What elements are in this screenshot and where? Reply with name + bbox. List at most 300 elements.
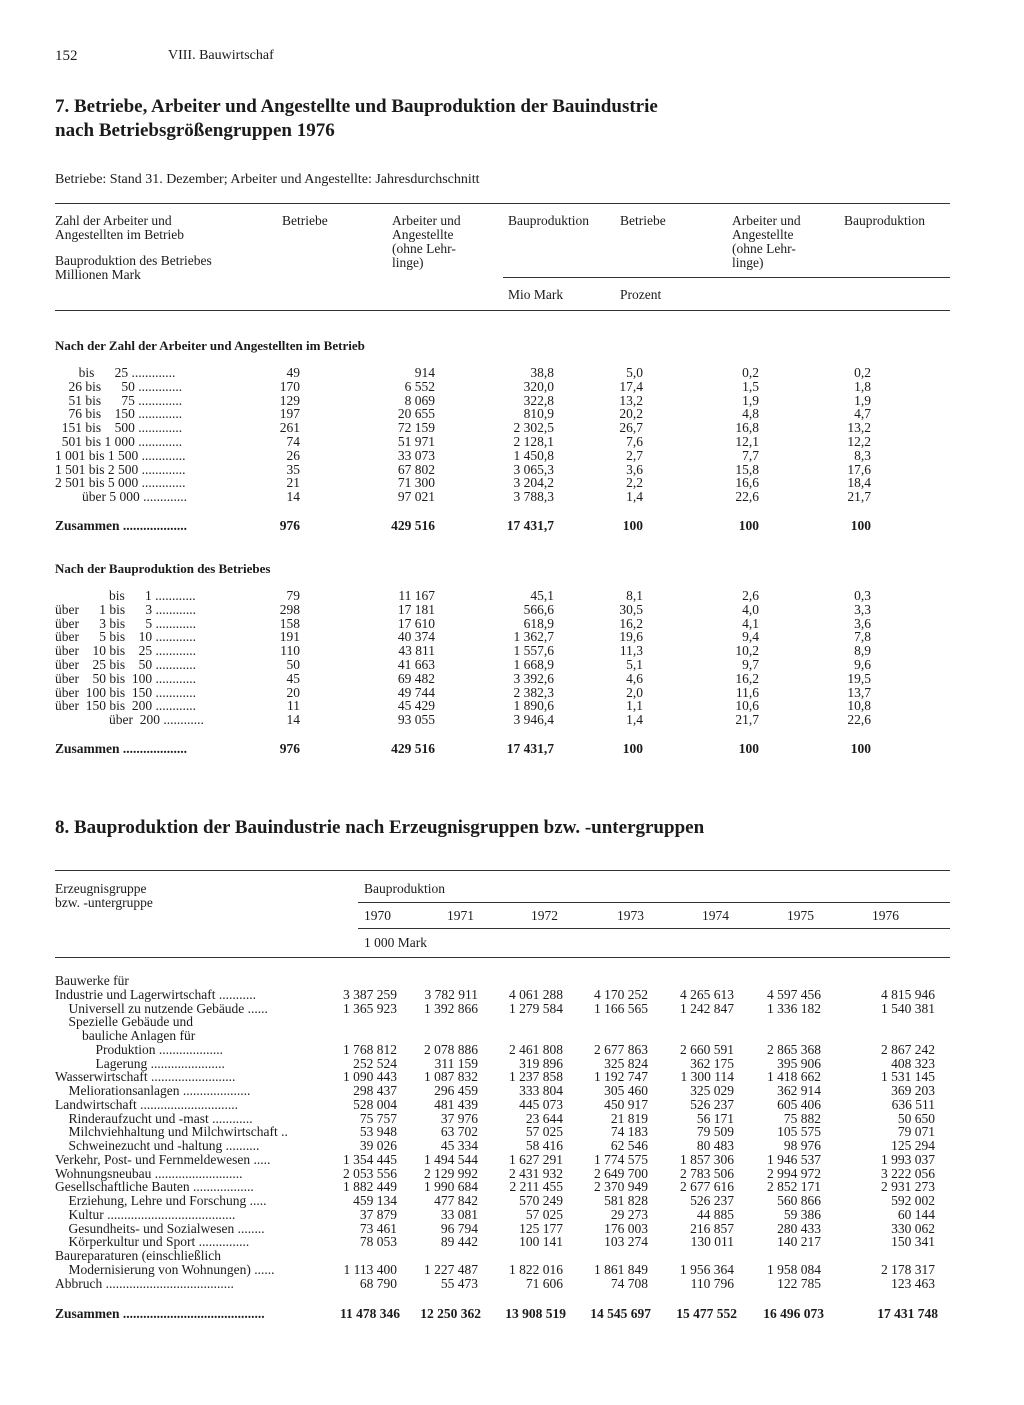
cell: 445 073 bbox=[519, 1096, 563, 1112]
row-label: über 100 bis 150 ............ bbox=[55, 684, 196, 700]
cell: 110 796 bbox=[690, 1275, 734, 1291]
row-label: Wasserwirtschaft ......................... bbox=[55, 1070, 236, 1085]
cell: 1 774 575 bbox=[594, 1151, 648, 1167]
row-label: 51 bis 75 ............. bbox=[55, 392, 183, 408]
cell: 2 660 591 bbox=[680, 1041, 734, 1057]
table-row bbox=[0, 1277, 960, 1291]
cell: 100 bbox=[738, 741, 759, 756]
row-label: Baureparaturen (einschließlich bbox=[55, 1249, 222, 1263]
table-row bbox=[55, 713, 955, 727]
cell: 15 477 552 bbox=[676, 1306, 737, 1321]
cell: 20 bbox=[286, 684, 300, 700]
cell: 1 861 849 bbox=[594, 1261, 648, 1277]
cell: 429 516 bbox=[391, 741, 435, 756]
cell: 2 302,5 bbox=[513, 420, 554, 436]
cell: 43 811 bbox=[398, 643, 435, 659]
cell: 4,1 bbox=[742, 615, 759, 631]
cell: 20,2 bbox=[619, 406, 643, 422]
stub-line2: Angestellten im Betrieb bbox=[55, 227, 184, 242]
cell: 97 021 bbox=[397, 489, 435, 505]
table-row bbox=[55, 407, 955, 421]
cell: 16,8 bbox=[735, 420, 759, 436]
table8-top-rule bbox=[55, 870, 950, 871]
cell: 5,1 bbox=[626, 657, 643, 672]
section-header: VIII. Bauwirtschaf bbox=[168, 48, 274, 63]
cell: 11 478 346 bbox=[339, 1306, 400, 1321]
cell: 5,0 bbox=[626, 365, 643, 380]
cell: 3 788,3 bbox=[513, 489, 554, 505]
table8-stub-header bbox=[55, 882, 153, 910]
row-label: Bauwerke für bbox=[55, 974, 129, 988]
cell: 325 029 bbox=[690, 1083, 734, 1098]
cell: 362 914 bbox=[777, 1083, 821, 1098]
cell: 2 931 273 bbox=[881, 1179, 935, 1195]
cell: 100 bbox=[738, 518, 759, 533]
cell: 429 516 bbox=[391, 518, 435, 533]
cell: 2 852 171 bbox=[767, 1179, 821, 1195]
cell: 12,2 bbox=[847, 434, 871, 449]
cell: 14 545 697 bbox=[590, 1306, 651, 1321]
cell: 19,5 bbox=[847, 670, 871, 686]
header-betriebe-pct: Betriebe bbox=[620, 213, 666, 228]
cell: 1 227 487 bbox=[424, 1261, 478, 1277]
cell: 123 463 bbox=[891, 1275, 935, 1291]
cell: 37 976 bbox=[440, 1110, 478, 1126]
cell: 16 496 073 bbox=[763, 1306, 824, 1321]
cell: 2,2 bbox=[626, 475, 643, 491]
cell: 125 177 bbox=[519, 1220, 563, 1236]
cell: 298 437 bbox=[353, 1083, 397, 1098]
cell: 330 062 bbox=[891, 1220, 935, 1236]
row-label: Zusammen ................... bbox=[55, 518, 188, 533]
cell: 19,6 bbox=[619, 629, 643, 645]
cell: 89 442 bbox=[440, 1234, 478, 1250]
cell: 16,6 bbox=[735, 475, 759, 491]
cell: 73 461 bbox=[359, 1220, 397, 1236]
cell: 40 374 bbox=[397, 629, 435, 645]
cell: 50 650 bbox=[897, 1110, 935, 1126]
cell: 1 890,6 bbox=[513, 698, 554, 714]
unit-mio-mark: Mio Mark bbox=[508, 287, 564, 302]
cell: 79 bbox=[286, 588, 300, 603]
cell: 2 867 242 bbox=[881, 1041, 935, 1057]
cell: 45 429 bbox=[397, 698, 435, 714]
cell: 21,7 bbox=[847, 489, 871, 505]
row-label: über 10 bis 25 ............ bbox=[55, 643, 196, 659]
cell: 14 bbox=[286, 489, 300, 505]
cell: 38,8 bbox=[530, 365, 554, 380]
table8-stub-line1: Erzeugnisgruppe bbox=[55, 881, 147, 896]
row-label: Rinderaufzucht und -mast ............ bbox=[55, 1111, 253, 1126]
table-row bbox=[0, 1263, 960, 1277]
table-row bbox=[0, 1098, 960, 1112]
cell: 58 416 bbox=[525, 1138, 563, 1153]
cell: 216 857 bbox=[690, 1220, 734, 1236]
cell: 459 134 bbox=[353, 1193, 397, 1208]
cell: 6 552 bbox=[404, 378, 435, 394]
cell: 0,2 bbox=[854, 365, 871, 380]
header-arbeiter-pct-l3: (ohne Lehr- bbox=[732, 241, 796, 256]
cell: 2 461 808 bbox=[509, 1041, 563, 1057]
cell: 1 540 381 bbox=[881, 1000, 935, 1016]
table-row bbox=[55, 658, 955, 672]
cell: 110 bbox=[280, 643, 300, 659]
table8-unit: 1 000 Mark bbox=[364, 935, 427, 950]
cell: 79 509 bbox=[696, 1124, 734, 1140]
cell: 67 802 bbox=[397, 461, 435, 477]
row-label: bis 25 ............. bbox=[55, 365, 176, 380]
row-label: 1 501 bis 2 500 ............. bbox=[55, 461, 186, 477]
cell: 72 159 bbox=[397, 420, 435, 436]
cell: 2 865 368 bbox=[767, 1041, 821, 1057]
cell: 1 450,8 bbox=[513, 447, 554, 463]
cell: 296 459 bbox=[434, 1083, 478, 1098]
header-arbeiter-l1: Arbeiter und bbox=[392, 213, 461, 228]
table-row bbox=[55, 366, 955, 380]
table8-year-rule-top bbox=[358, 902, 950, 903]
cell: 74 183 bbox=[610, 1124, 648, 1140]
cell: 1 087 832 bbox=[424, 1069, 478, 1085]
cell: 2,6 bbox=[742, 588, 759, 603]
cell: 2 382,3 bbox=[513, 684, 554, 700]
cell: 130 011 bbox=[690, 1234, 734, 1250]
cell: 20 655 bbox=[397, 406, 435, 422]
cell: 13 908 519 bbox=[505, 1306, 566, 1321]
cell: 176 003 bbox=[604, 1220, 648, 1236]
cell: 914 bbox=[414, 365, 435, 380]
cell: 8 069 bbox=[404, 392, 435, 408]
cell: 528 004 bbox=[353, 1096, 397, 1112]
header-arbeiter-l3: (ohne Lehr- bbox=[392, 241, 456, 256]
cell: 79 071 bbox=[897, 1124, 935, 1140]
cell: 191 bbox=[279, 629, 300, 645]
cell: 1 300 114 bbox=[680, 1069, 734, 1085]
cell: 100 bbox=[622, 518, 643, 533]
cell: 49 bbox=[286, 365, 300, 380]
cell: 55 473 bbox=[440, 1275, 478, 1291]
row-label: bis 1 ............ bbox=[55, 588, 196, 603]
header-bauproduktion-pct: Bauproduktion bbox=[844, 213, 925, 228]
table-row bbox=[0, 1002, 960, 1016]
cell: 2 783 506 bbox=[680, 1165, 734, 1181]
table-row bbox=[55, 435, 955, 449]
cell: 1,1 bbox=[626, 698, 643, 714]
cell: 526 237 bbox=[690, 1096, 734, 1112]
header-arbeiter-l4: linge) bbox=[392, 255, 424, 270]
table-row bbox=[55, 589, 955, 603]
table7-unit-rule bbox=[503, 277, 950, 278]
table7-top-rule bbox=[55, 203, 950, 204]
cell: 450 917 bbox=[604, 1096, 648, 1112]
table8-stub-line2: bzw. -untergruppe bbox=[55, 895, 153, 910]
cell: 105 575 bbox=[777, 1124, 821, 1140]
cell: 1 627 291 bbox=[509, 1151, 563, 1167]
table-row bbox=[0, 1249, 960, 1263]
row-label: Universell zu nutzende Gebäude ...... bbox=[55, 1001, 268, 1016]
cell: 1 365 923 bbox=[343, 1000, 397, 1016]
cell: 150 341 bbox=[891, 1234, 935, 1250]
cell: 60 144 bbox=[897, 1206, 935, 1222]
cell: 8,3 bbox=[854, 447, 871, 463]
table7-stub-header bbox=[55, 214, 212, 282]
cell: 0,3 bbox=[854, 588, 871, 603]
cell: 362 175 bbox=[690, 1055, 734, 1071]
cell: 41 663 bbox=[397, 657, 435, 672]
cell: 4 597 456 bbox=[767, 986, 821, 1002]
cell: 605 406 bbox=[777, 1096, 821, 1112]
cell: 45,1 bbox=[530, 588, 554, 603]
cell: 3 782 911 bbox=[424, 986, 478, 1002]
cell: 1 418 662 bbox=[767, 1069, 821, 1085]
cell: 810,9 bbox=[523, 406, 554, 422]
cell: 1,4 bbox=[626, 712, 643, 728]
row-label: Gesellschaftliche Bauten .................. bbox=[55, 1180, 254, 1195]
cell: 2 078 886 bbox=[424, 1041, 478, 1057]
table8-header-bottom-rule bbox=[55, 957, 950, 958]
row-label: Landwirtschaft ............................. bbox=[55, 1097, 238, 1112]
cell: 1 494 544 bbox=[424, 1151, 478, 1167]
table-row bbox=[0, 1029, 960, 1043]
cell: 15,8 bbox=[735, 461, 759, 477]
cell: 59 386 bbox=[783, 1206, 821, 1222]
cell: 4 815 946 bbox=[881, 986, 935, 1002]
cell: 1 946 537 bbox=[767, 1151, 821, 1167]
cell: 1 857 306 bbox=[680, 1151, 734, 1167]
cell: 26 bbox=[286, 447, 300, 463]
row-label: 151 bis 500 ............. bbox=[55, 420, 183, 436]
cell: 50 bbox=[286, 657, 300, 672]
stub-line3: Bauproduktion des Betriebes bbox=[55, 253, 212, 268]
cell: 1 956 364 bbox=[680, 1261, 734, 1277]
total-row bbox=[55, 519, 955, 533]
cell: 1,5 bbox=[742, 378, 759, 394]
cell: 1 958 084 bbox=[767, 1261, 821, 1277]
cell: 122 785 bbox=[777, 1275, 821, 1291]
cell: 10,6 bbox=[735, 698, 759, 714]
header-arbeiter-pct-l1: Arbeiter und bbox=[732, 213, 801, 228]
table-row bbox=[55, 490, 955, 504]
cell: 68 790 bbox=[359, 1275, 397, 1291]
cell: 170 bbox=[279, 378, 300, 394]
cell: 57 025 bbox=[525, 1206, 563, 1222]
cell: 9,7 bbox=[742, 657, 759, 672]
row-label: 2 501 bis 5 000 ............. bbox=[55, 475, 186, 491]
cell: 581 828 bbox=[604, 1193, 648, 1208]
cell: 2,0 bbox=[626, 684, 643, 700]
cell: 3 387 259 bbox=[343, 986, 397, 1002]
row-label: bauliche Anlagen für bbox=[55, 1029, 196, 1043]
cell: 74 bbox=[286, 434, 300, 449]
cell: 3,3 bbox=[854, 601, 871, 617]
cell: 7,8 bbox=[854, 629, 871, 645]
cell: 80 483 bbox=[696, 1138, 734, 1153]
cell: 3 392,6 bbox=[513, 670, 554, 686]
cell: 4 170 252 bbox=[594, 986, 648, 1002]
cell: 13,2 bbox=[847, 420, 871, 436]
table-row bbox=[0, 1153, 960, 1167]
cell: 33 073 bbox=[397, 447, 435, 463]
cell: 17,6 bbox=[847, 461, 871, 477]
cell: 57 025 bbox=[525, 1124, 563, 1140]
cell: 17 431,7 bbox=[506, 518, 554, 533]
cell: 1,9 bbox=[742, 392, 759, 408]
cell: 325 824 bbox=[604, 1055, 648, 1071]
table-row bbox=[0, 1208, 960, 1222]
cell: 4,6 bbox=[626, 670, 643, 686]
year-header: 1970 bbox=[364, 908, 391, 923]
header-bauproduktion: Bauproduktion bbox=[508, 213, 589, 228]
table-row bbox=[55, 476, 955, 490]
header-arbeiter-l2: Angestellte bbox=[392, 227, 454, 242]
cell: 9,4 bbox=[742, 629, 759, 645]
cell: 2 649 700 bbox=[594, 1165, 648, 1181]
cell: 197 bbox=[279, 406, 300, 422]
cell: 21 bbox=[286, 475, 300, 491]
page-number: 152 bbox=[55, 48, 78, 64]
cell: 13,2 bbox=[619, 392, 643, 408]
cell: 2 053 556 bbox=[343, 1165, 397, 1181]
cell: 45 bbox=[286, 670, 300, 686]
row-label: Milchviehhaltung und Milchwirtschaft .. bbox=[55, 1125, 288, 1140]
cell: 17 610 bbox=[397, 615, 435, 631]
table8-year-rule-bottom bbox=[358, 928, 950, 929]
cell: 636 511 bbox=[891, 1096, 935, 1112]
cell: 17 431 748 bbox=[877, 1306, 938, 1321]
cell: 1 166 565 bbox=[594, 1000, 648, 1016]
cell: 75 882 bbox=[783, 1110, 821, 1126]
cell: 21,7 bbox=[735, 712, 759, 728]
cell: 125 294 bbox=[891, 1138, 935, 1153]
table-row bbox=[0, 1139, 960, 1153]
table-row bbox=[55, 421, 955, 435]
cell: 2 994 972 bbox=[767, 1165, 821, 1181]
cell: 1 993 037 bbox=[881, 1151, 935, 1167]
cell: 26,7 bbox=[619, 420, 643, 436]
cell: 33 081 bbox=[440, 1206, 478, 1222]
cell: 3 222 056 bbox=[881, 1165, 935, 1181]
cell: 44 885 bbox=[696, 1206, 734, 1222]
total-row bbox=[0, 1307, 960, 1321]
cell: 1 113 400 bbox=[343, 1261, 397, 1277]
cell: 7,7 bbox=[742, 447, 759, 463]
table8-title: 8. Bauproduktion der Bauindustrie nach Erzeugnisgruppen bzw. -untergruppen bbox=[55, 817, 705, 838]
cell: 140 217 bbox=[777, 1234, 821, 1250]
cell: 53 948 bbox=[359, 1124, 397, 1140]
cell: 17 431,7 bbox=[506, 741, 554, 756]
stub-line1: Zahl der Arbeiter und bbox=[55, 213, 172, 228]
cell: 98 976 bbox=[783, 1138, 821, 1153]
stub-line4: Millionen Mark bbox=[55, 267, 141, 282]
cell: 4,7 bbox=[854, 406, 871, 422]
cell: 22,6 bbox=[735, 489, 759, 505]
year-header: 1973 bbox=[617, 908, 644, 923]
cell: 93 055 bbox=[397, 712, 435, 728]
table-row bbox=[55, 449, 955, 463]
cell: 71 300 bbox=[397, 475, 435, 491]
table7-section2-title: Nach der Bauproduktion des Betriebes bbox=[55, 561, 271, 576]
table-row bbox=[55, 394, 955, 408]
cell: 3 204,2 bbox=[513, 475, 554, 491]
table7-title-line1: 7. Betriebe, Arbeiter und Angestellte und Bauproduktion der Bauindustrie bbox=[55, 96, 658, 117]
cell: 2 677 616 bbox=[680, 1179, 734, 1195]
cell: 37 879 bbox=[359, 1206, 397, 1222]
row-label: 501 bis 1 000 ............. bbox=[55, 434, 183, 449]
cell: 8,9 bbox=[854, 643, 871, 659]
cell: 16,2 bbox=[619, 615, 643, 631]
table7-section1-title: Nach der Zahl der Arbeiter und Angestellten im Betrieb bbox=[55, 338, 365, 353]
table-row bbox=[55, 672, 955, 686]
table-row bbox=[55, 463, 955, 477]
cell: 22,6 bbox=[847, 712, 871, 728]
cell: 481 439 bbox=[434, 1096, 478, 1112]
cell: 1 768 812 bbox=[343, 1041, 397, 1057]
row-label: 76 bis 150 ............. bbox=[55, 406, 183, 422]
cell: 280 433 bbox=[777, 1220, 821, 1236]
row-label: über 1 bis 3 ............ bbox=[55, 601, 196, 617]
cell: 11,3 bbox=[619, 643, 643, 659]
cell: 78 053 bbox=[359, 1234, 397, 1250]
table-row bbox=[0, 1043, 960, 1057]
table7-header-bottom-rule bbox=[55, 310, 950, 311]
row-label: Meliorationsanlagen .................... bbox=[55, 1084, 251, 1098]
cell: 566,6 bbox=[523, 601, 554, 617]
row-label: Wohnungsneubau .......................... bbox=[55, 1166, 243, 1181]
cell: 75 757 bbox=[359, 1110, 397, 1126]
cell: 9,6 bbox=[854, 657, 871, 672]
cell: 11 bbox=[287, 698, 300, 714]
row-label: Spezielle Gebäude und bbox=[55, 1015, 193, 1030]
row-label: Zusammen .......................................... bbox=[55, 1307, 265, 1321]
cell: 69 482 bbox=[397, 670, 435, 686]
cell: 100 141 bbox=[519, 1234, 563, 1250]
cell: 13,7 bbox=[847, 684, 871, 700]
cell: 319 896 bbox=[519, 1055, 563, 1071]
cell: 62 546 bbox=[610, 1138, 648, 1153]
cell: 45 334 bbox=[440, 1138, 478, 1153]
table-row bbox=[0, 1084, 960, 1098]
cell: 369 203 bbox=[891, 1083, 935, 1098]
year-header: 1971 bbox=[447, 908, 474, 923]
cell: 10,2 bbox=[735, 643, 759, 659]
header-arbeiter-pct-l2: Angestellte bbox=[732, 227, 794, 242]
cell: 4 061 288 bbox=[509, 986, 563, 1002]
cell: 7,6 bbox=[626, 434, 643, 449]
cell: 1,4 bbox=[626, 489, 643, 505]
row-label: Körperkultur und Sport ............... bbox=[55, 1235, 250, 1250]
cell: 976 bbox=[279, 741, 300, 756]
table8-bauproduktion-header: Bauproduktion bbox=[364, 881, 445, 896]
cell: 1 990 684 bbox=[424, 1179, 478, 1195]
cell: 2 128,1 bbox=[513, 434, 554, 449]
row-label: über 25 bis 50 ............ bbox=[55, 657, 196, 672]
cell: 560 866 bbox=[777, 1193, 821, 1208]
row-label: Industrie und Lagerwirtschaft ........... bbox=[55, 987, 256, 1002]
cell: 11 167 bbox=[398, 588, 435, 603]
cell: 4,0 bbox=[742, 601, 759, 617]
row-label: über 50 bis 100 ............ bbox=[55, 670, 196, 686]
cell: 56 171 bbox=[696, 1110, 734, 1126]
cell: 11,6 bbox=[735, 684, 759, 700]
unit-prozent: Prozent bbox=[620, 287, 662, 302]
cell: 2 129 992 bbox=[424, 1165, 478, 1181]
cell: 0,2 bbox=[742, 365, 759, 380]
cell: 1 242 847 bbox=[680, 1000, 734, 1016]
cell: 49 744 bbox=[397, 684, 435, 700]
row-label: 1 001 bis 1 500 ............. bbox=[55, 447, 186, 463]
cell: 2,7 bbox=[626, 447, 643, 463]
cell: 320,0 bbox=[523, 378, 554, 394]
cell: 1 882 449 bbox=[343, 1179, 397, 1195]
